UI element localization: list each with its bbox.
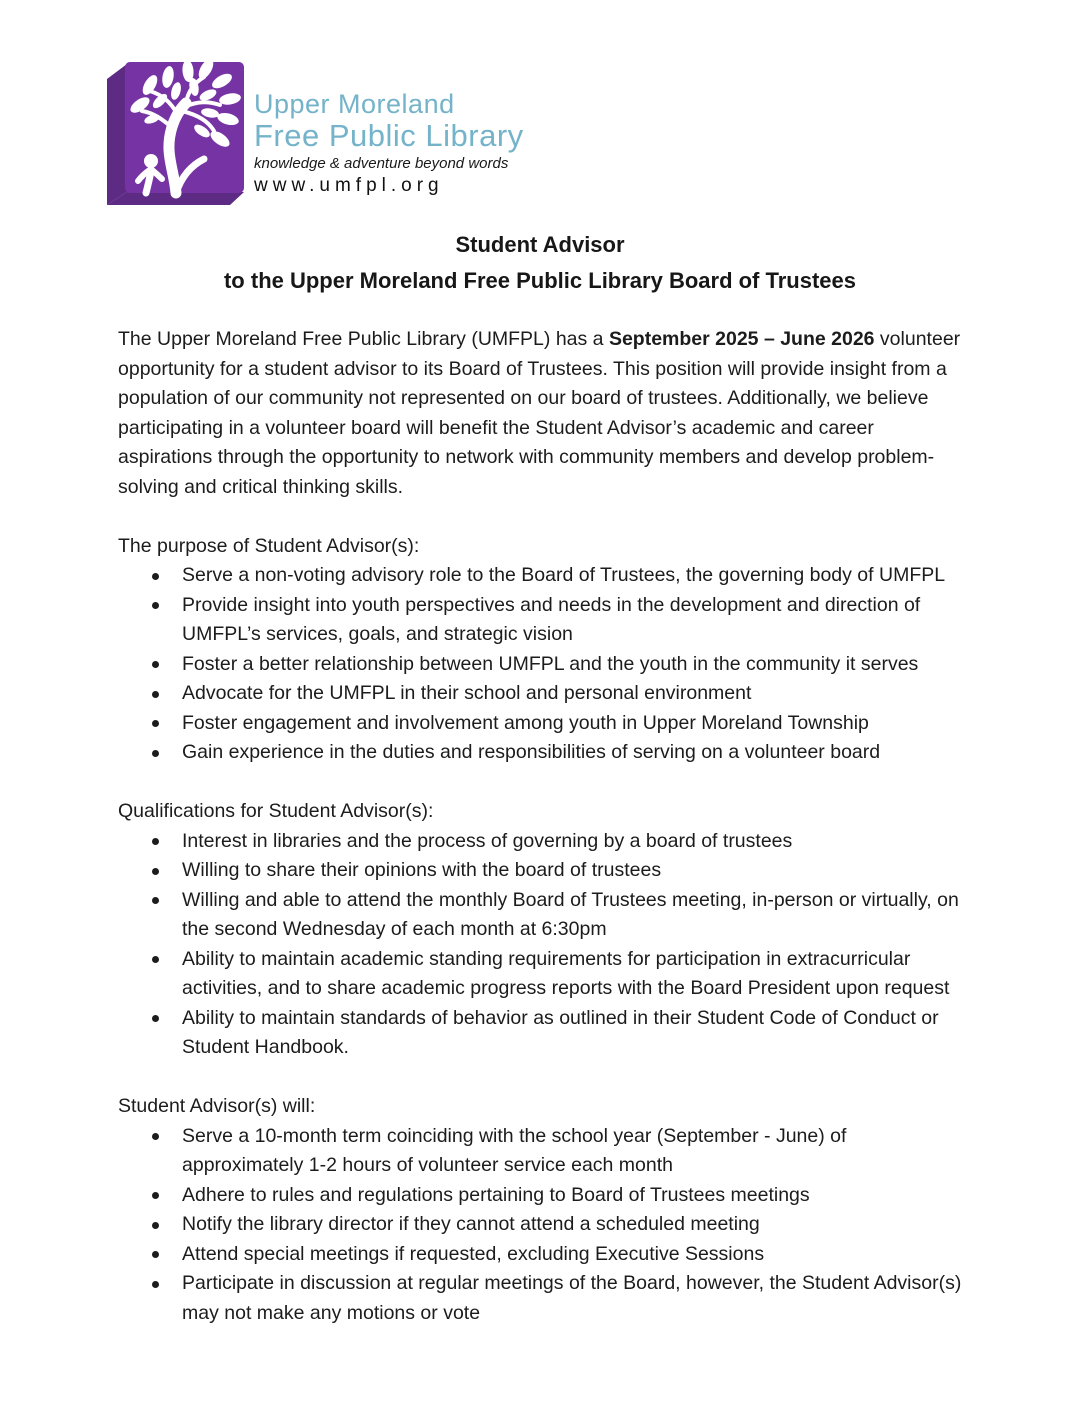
- intro-paragraph: [118, 325, 962, 502]
- intro-text-after: volunteer opportunity for a student advisor to its Board of Trustees. This position will provide insight from a population of our community not represented on our board of trustees. Additionally, we believe participating in a volunteer board will benefit the Student Advisor’s academic and career aspirations through the opportunity to network with community members and develop problem-solving and critical thinking skills.: [118, 328, 961, 498]
- logo-name-line2: Free Public Library: [254, 118, 524, 153]
- bullet-item: Ability to maintain standards of behavior as outlined in their Student Code of Conduct or Student Handbook.: [182, 1004, 962, 1063]
- logo-name-line1: Upper Moreland: [254, 89, 455, 119]
- bullet-item: Serve a non-voting advisory role to the Board of Trustees, the governing body of UMFPL: [182, 561, 962, 591]
- title-line1: Student Advisor: [455, 232, 625, 257]
- bullet-item: Attend special meetings if requested, excluding Executive Sessions: [182, 1240, 962, 1270]
- purpose-bullet-list: [118, 561, 962, 768]
- bullet-item: Participate in discussion at regular meetings of the Board, however, the Student Advisor(s) may not make any motions or vote: [182, 1269, 962, 1328]
- bullet-item: Provide insight into youth perspectives and needs in the development and direction of UMFPL’s services, goals, and strategic vision: [182, 591, 962, 650]
- logo-text-block: [254, 57, 524, 197]
- bullet-item: Ability to maintain academic standing requirements for participation in extracurricular activities, and to share academic progress reports with the Board President upon request: [182, 945, 962, 1004]
- bullet-item: Serve a 10-month term coinciding with the school year (September - June) of approximately 1-2 hours of volunteer service each month: [182, 1122, 962, 1181]
- bullet-item: Willing and able to attend the monthly Board of Trustees meeting, in-person or virtually, on the second Wednesday of each month at 6:30pm: [182, 886, 962, 945]
- qualifications-bullet-list: [118, 827, 962, 1063]
- intro-text-before: The Upper Moreland Free Public Library (UMFPL) has a: [118, 328, 609, 350]
- bullet-item: Gain experience in the duties and responsibilities of serving on a volunteer board: [182, 738, 962, 768]
- bullet-item: Willing to share their opinions with the board of trustees: [182, 856, 962, 886]
- bullet-item: Foster a better relationship between UMFPL and the youth in the community it serves: [182, 650, 962, 680]
- bullet-item: Adhere to rules and regulations pertaining to Board of Trustees meetings: [182, 1181, 962, 1211]
- section-heading-qualifications: Qualifications for Student Advisor(s):: [118, 800, 434, 822]
- bullet-item: Foster engagement and involvement among youth in Upper Moreland Township: [182, 709, 962, 739]
- section-heading-will: Student Advisor(s) will:: [118, 1095, 316, 1117]
- book-tree-icon: [104, 57, 246, 205]
- intro-date-range: September 2025 – June 2026: [608, 328, 875, 350]
- document-title: [118, 227, 962, 299]
- will-bullet-list: [118, 1122, 962, 1329]
- title-line2: to the Upper Moreland Free Public Library Board of Trustees: [223, 268, 856, 293]
- bullet-item: Interest in libraries and the process of governing by a board of trustees: [182, 827, 962, 857]
- logo-website: www.umfpl.org: [254, 175, 444, 196]
- bullet-item: Advocate for the UMFPL in their school and personal environment: [182, 679, 962, 709]
- logo-tagline: knowledge & adventure beyond words: [254, 155, 509, 172]
- library-logo: [104, 57, 962, 205]
- section-heading-purpose: The purpose of Student Advisor(s):: [118, 534, 420, 557]
- bullet-item: Notify the library director if they cannot attend a scheduled meeting: [182, 1210, 962, 1240]
